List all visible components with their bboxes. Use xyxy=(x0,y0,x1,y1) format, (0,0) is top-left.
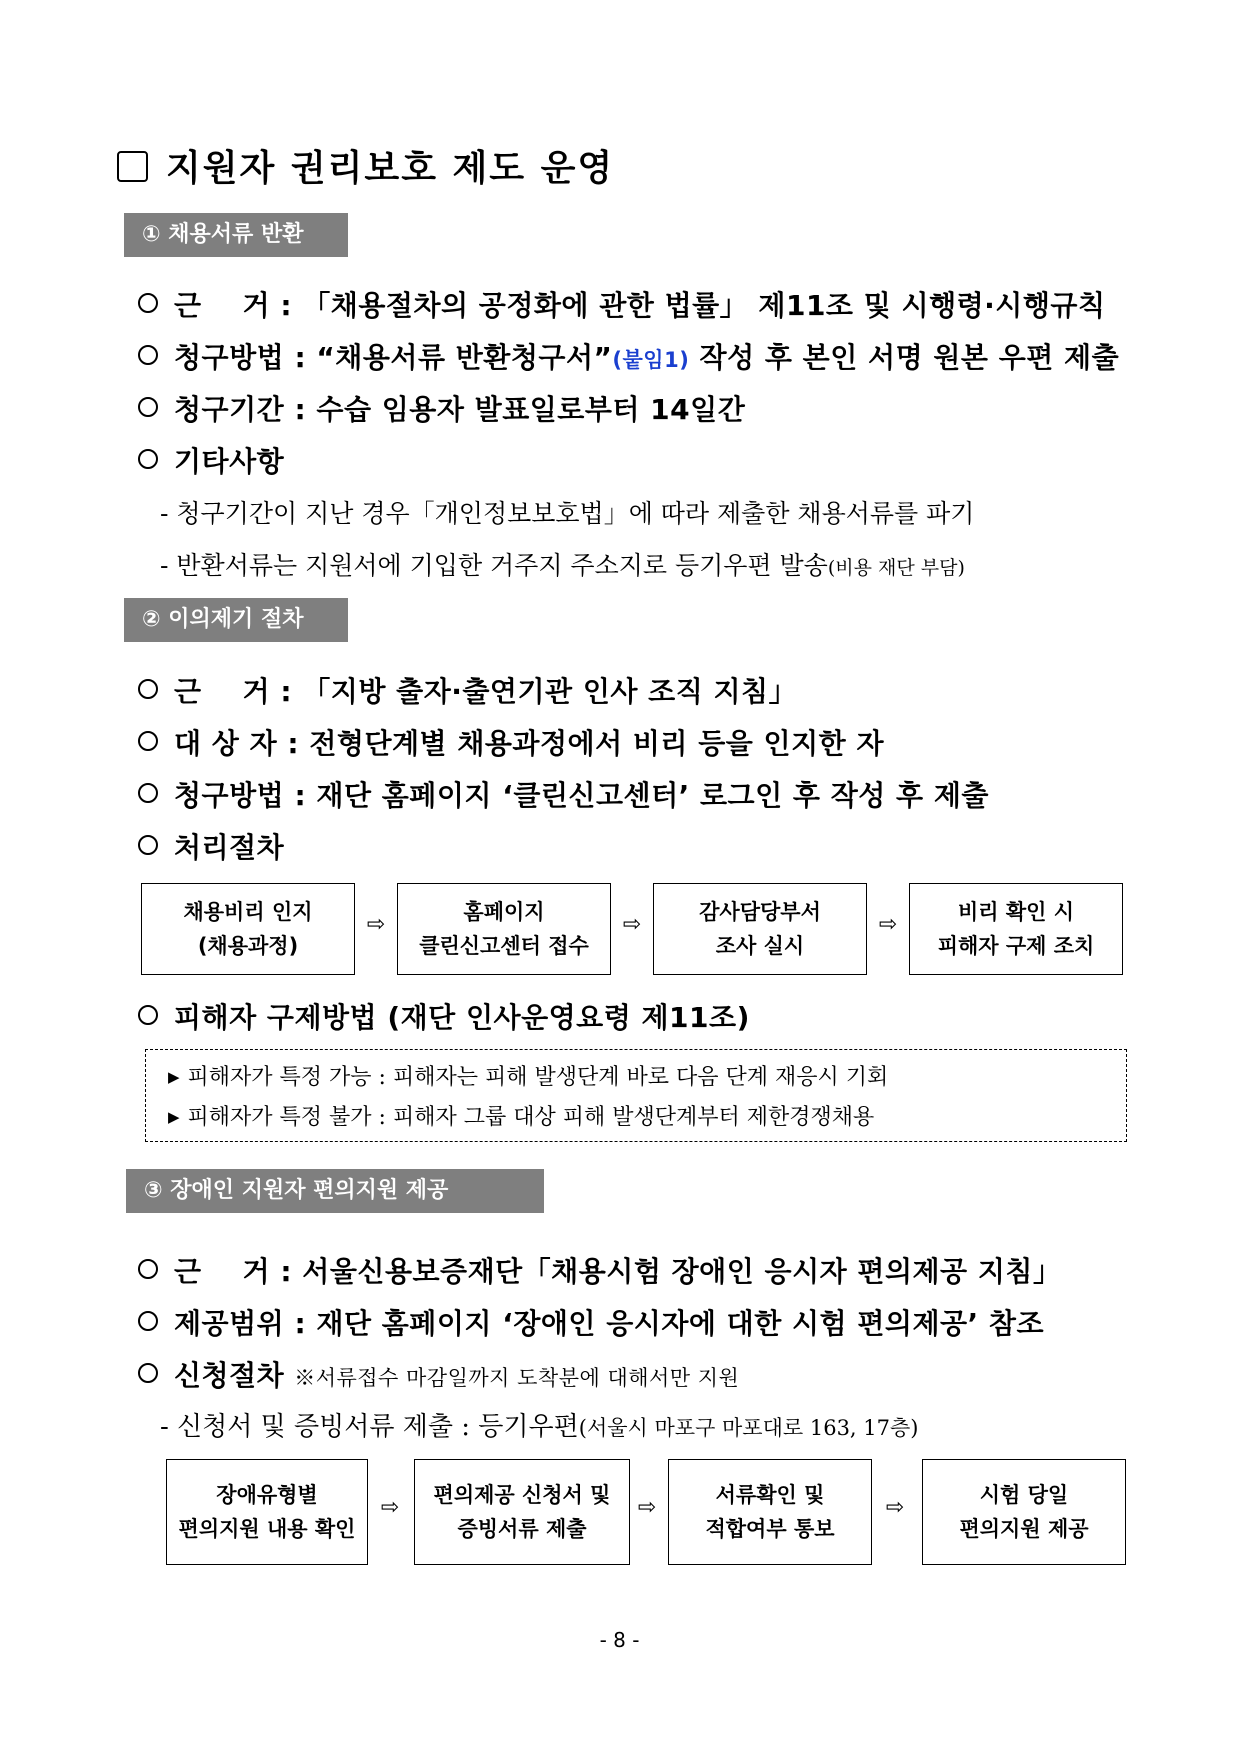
flow-step-line1: 시험 당일 xyxy=(979,1483,1069,1507)
basis-label: 근 거 xyxy=(174,675,271,708)
method-line: 청구방법 : “채용서류 반환청구서”(붙임1) 작성 후 본인 서명 원본 우편 제출 xyxy=(138,336,1119,376)
flow-step-line1: 편의제공 신청서 및 xyxy=(433,1483,611,1507)
target-text: 전형단계별 채용과정에서 비리 등을 인지한 자 xyxy=(309,727,884,760)
flow-step-1 xyxy=(166,1459,368,1565)
remedy-box xyxy=(145,1049,1127,1142)
etc-item-disposal: - 청구기간이 지난 경우「개인정보보호법」에 따라 제출한 채용서류를 파기 xyxy=(160,499,975,528)
arrow-right-icon: ⇨ xyxy=(622,912,642,937)
arrow-right-icon: ⇨ xyxy=(366,912,386,937)
flow-step-2 xyxy=(414,1459,630,1565)
circle-bullet-icon xyxy=(138,1259,158,1279)
flow-step-line2: 적합여부 통보 xyxy=(705,1517,835,1541)
scope-line: 제공범위 : 재단 홈페이지 ‘장애인 응시자에 대한 시험 편의제공’ 참조 xyxy=(138,1302,1044,1342)
scope-text: 재단 홈페이지 ‘장애인 응시자에 대한 시험 편의제공’ 참조 xyxy=(316,1307,1045,1340)
arrow-right-icon: ⇨ xyxy=(637,1495,657,1520)
basis-text: 「채용절차의 공정화에 관한 법률」 제11조 및 시행령·시행규칙 xyxy=(302,289,1106,322)
flow-step-line2: 조사 실시 xyxy=(715,934,805,958)
circle-bullet-icon xyxy=(138,345,158,365)
circle-bullet-icon xyxy=(138,293,158,313)
circle-bullet-icon xyxy=(138,449,158,469)
apply-line xyxy=(138,1354,739,1394)
remedy-item xyxy=(168,1060,888,1091)
page-title-text: 지원자 권리보호 제도 운영 xyxy=(166,148,615,189)
triangle-right-icon: ▶ xyxy=(168,1108,180,1126)
triangle-right-icon: ▶ xyxy=(168,1068,180,1086)
basis-line: 근 거 : 서울신용보증재단「채용시험 장애인 응시자 편의제공 지침」 xyxy=(138,1250,1061,1290)
remedy-line xyxy=(138,996,750,1036)
method-text: 작성 후 본인 서명 원본 우편 제출 xyxy=(689,341,1120,374)
flow-step-4 xyxy=(909,883,1123,975)
circle-bullet-icon xyxy=(138,397,158,417)
etc-line xyxy=(138,440,284,480)
attachment-link[interactable]: (붙임1) xyxy=(612,348,690,372)
arrow-right-icon: ⇨ xyxy=(878,912,898,937)
basis-label: 근 거 xyxy=(174,289,271,322)
method-label: 청구방법 xyxy=(174,341,285,374)
flow-step-1 xyxy=(141,883,355,975)
flow-step-line2: (채용과정) xyxy=(197,934,299,958)
etc-item-text: - 반환서류는 지원서에 기입한 거주지 주소지로 등기우편 발송 xyxy=(160,551,828,580)
flow-step-3 xyxy=(668,1459,872,1565)
submit-text: - 신청서 및 증빙서류 제출 : 등기우편 xyxy=(160,1412,579,1442)
page-number: - 8 - xyxy=(599,1628,640,1652)
flow-step-line1: 장애유형별 xyxy=(216,1483,318,1507)
flow-step-line2: 클린신고센터 접수 xyxy=(419,934,589,958)
remedy-label: 피해자 구제방법 (재단 인사운영요령 제11조) xyxy=(174,1001,750,1034)
remedy-item xyxy=(168,1100,874,1131)
checkbox-icon xyxy=(117,151,148,182)
cost-note: (비용 재단 부담) xyxy=(827,557,965,579)
flow-step-4 xyxy=(922,1459,1126,1565)
flow-step-line2: 증빙서류 제출 xyxy=(457,1517,587,1541)
section-header-disability-support: ③ 장애인 지원자 편의지원 제공 xyxy=(126,1169,544,1213)
flow-step-line2: 피해자 구제 조치 xyxy=(937,934,1095,958)
remedy-item-text: 피해자가 특정 가능 : 피해자는 피해 발생단계 바로 다음 단계 재응시 기회 xyxy=(187,1065,889,1090)
period-line: 청구기간 : 수습 임용자 발표일로부터 14일간 xyxy=(138,388,745,428)
basis-text: 서울신용보증재단「채용시험 장애인 응시자 편의제공 지침」 xyxy=(302,1255,1062,1288)
flow-step-line1: 서류확인 및 xyxy=(715,1483,825,1507)
etc-label: 기타사항 xyxy=(174,445,285,478)
etc-item-return-mail xyxy=(160,546,965,582)
circle-bullet-icon xyxy=(138,835,158,855)
page-title xyxy=(117,140,614,191)
apply-label: 신청절차 xyxy=(174,1359,285,1392)
method-label: 청구방법 xyxy=(174,779,285,812)
arrow-right-icon: ⇨ xyxy=(885,1495,905,1520)
flow-step-line2: 편의지원 내용 확인 xyxy=(178,1517,356,1541)
section-header-objection: ② 이의제기 절차 xyxy=(124,598,348,642)
period-label: 청구기간 xyxy=(174,393,285,426)
circle-bullet-icon xyxy=(138,1363,158,1383)
method-text: 재단 홈페이지 ‘클린신고센터’ 로그인 후 작성 후 제출 xyxy=(316,779,989,812)
flow-step-2 xyxy=(397,883,611,975)
submit-address: (서울시 마포구 마포대로 163, 17층) xyxy=(578,1416,919,1440)
scope-label: 제공범위 xyxy=(174,1307,285,1340)
process-label: 처리절차 xyxy=(174,831,285,864)
basis-line: 근 거 : 「지방 출자·출연기관 인사 조직 지침」 xyxy=(138,670,797,710)
target-line: 대 상 자 : 전형단계별 채용과정에서 비리 등을 인지한 자 xyxy=(138,722,884,762)
period-text: 수습 임용자 발표일로부터 14일간 xyxy=(316,393,746,426)
basis-line: 근 거 : 「채용절차의 공정화에 관한 법률」 제11조 및 시행령·시행규칙 xyxy=(138,284,1106,324)
circle-bullet-icon xyxy=(138,783,158,803)
flow-step-line1: 비리 확인 시 xyxy=(957,900,1075,924)
flow-step-line2: 편의지원 제공 xyxy=(959,1517,1089,1541)
flow-step-line1: 감사담당부서 xyxy=(699,900,821,924)
submit-line xyxy=(160,1406,918,1443)
flow-step-line1: 채용비리 인지 xyxy=(183,900,313,924)
basis-label: 근 거 xyxy=(174,1255,271,1288)
apply-note: ※서류접수 마감일까지 도착분에 대해서만 지원 xyxy=(294,1366,740,1390)
basis-text: 「지방 출자·출연기관 인사 조직 지침」 xyxy=(302,675,798,708)
target-label: 대 상 자 xyxy=(174,727,278,760)
flow-step-line1: 홈페이지 xyxy=(463,900,545,924)
process-line xyxy=(138,826,284,866)
section-header-document-return: ① 채용서류 반환 xyxy=(124,213,348,257)
method-line: 청구방법 : 재단 홈페이지 ‘클린신고센터’ 로그인 후 작성 후 제출 xyxy=(138,774,989,814)
circle-bullet-icon xyxy=(138,679,158,699)
circle-bullet-icon xyxy=(138,731,158,751)
remedy-item-text: 피해자가 특정 불가 : 피해자 그룹 대상 피해 발생단계부터 제한경쟁채용 xyxy=(187,1105,875,1130)
arrow-right-icon: ⇨ xyxy=(380,1495,400,1520)
circle-bullet-icon xyxy=(138,1005,158,1025)
method-form-name: “채용서류 반환청구서” xyxy=(316,341,613,374)
circle-bullet-icon xyxy=(138,1311,158,1331)
flow-step-3 xyxy=(653,883,867,975)
